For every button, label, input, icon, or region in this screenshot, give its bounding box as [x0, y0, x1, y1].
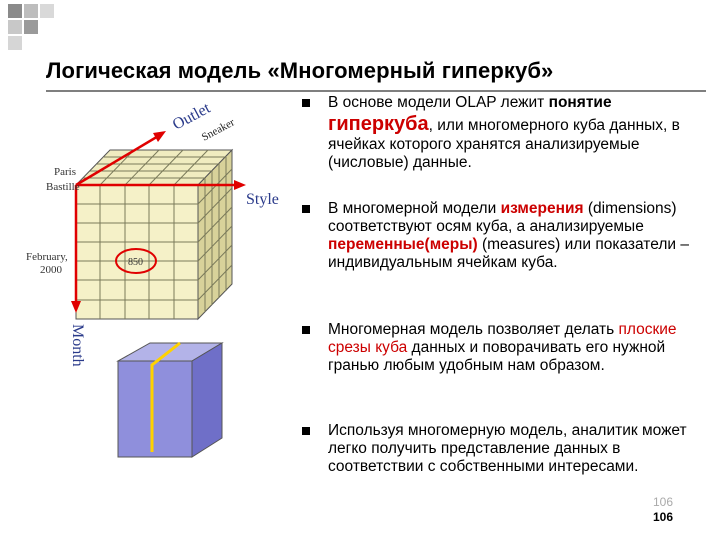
hypercube-figure: [0, 90, 300, 540]
page-number-bold: 106: [653, 510, 674, 524]
slice-cube-side: [192, 343, 222, 457]
date-label-year: 2000: [40, 264, 62, 276]
decor-square: [8, 20, 22, 34]
axis-label-sneaker: Sneaker: [199, 116, 237, 144]
bullet-marker: [302, 205, 310, 213]
city-label-bastille: Bastille: [46, 181, 80, 193]
bullet-marker: [302, 326, 310, 334]
axis-label-month: Month: [69, 324, 86, 367]
cube-front-face: [76, 185, 198, 319]
slice-cube-front: [118, 361, 192, 457]
decor-square: [8, 36, 22, 50]
cell-value: 850: [128, 257, 143, 268]
date-label-month: February,: [26, 251, 68, 263]
bullet-text: Используя многомерную модель, аналитик может легко получить представление данных в соответствии с собственными интересами.: [328, 422, 687, 475]
slide-title: Логическая модель «Многомерный гиперкуб»: [46, 58, 554, 83]
city-label-paris: Paris: [54, 166, 76, 178]
decor-square: [24, 20, 38, 34]
bullet-marker: [302, 99, 310, 107]
bullet-text: В основе модели OLAP лежит понятие гиперкуба, или многомерного куба данных, в ячейках которого хранятся анализируемые (числовые) данные.: [328, 94, 680, 171]
page-number-light: 106: [653, 495, 674, 509]
bullet-text: Многомерная модель позволяет делать плоские срезы куба данных и поворачивать его нужной гранью любым удобным нам образом.: [328, 321, 677, 374]
decor-square: [40, 4, 54, 18]
bullet-marker: [302, 427, 310, 435]
decor-square: [24, 4, 38, 18]
axis-arrow: [153, 131, 166, 142]
axis-label-outlet: Outlet: [169, 99, 214, 134]
axis-arrow: [234, 180, 246, 190]
bullet-text: В многомерной модели измерения (dimensions) соответствуют осям куба, а анализируемые переменные(меры) (measures) или показатели – индивидуальным ячейкам куба.: [328, 200, 689, 271]
axis-label-style: Style: [246, 191, 279, 208]
decor-square: [8, 4, 22, 18]
